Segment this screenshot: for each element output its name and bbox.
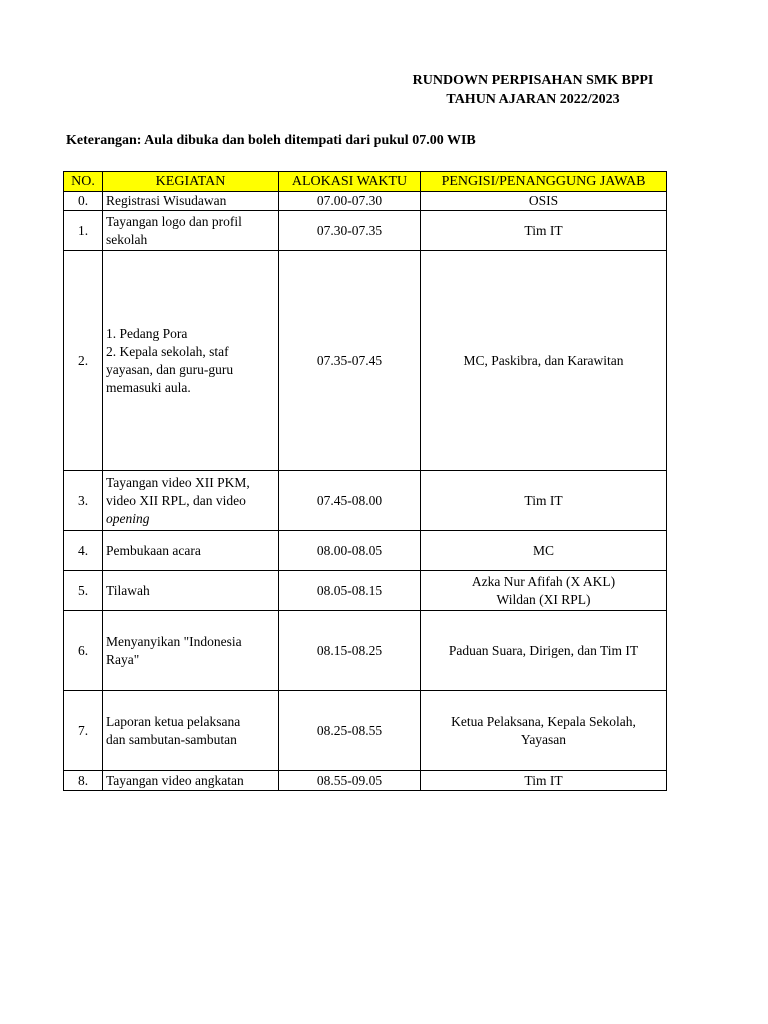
table-row [64, 771, 667, 791]
person-in-charge-cell: Azka Nur Afifah (X AKL) Wildan (XI RPL) [421, 571, 667, 611]
person-in-charge-cell: Tim IT [421, 211, 667, 251]
person-in-charge-cell: MC [421, 531, 667, 571]
table-row [64, 211, 667, 251]
header-no: NO. [64, 172, 103, 192]
venue-note: Keterangan: Aula dibuka dan boleh ditempati dari pukul 07.00 WIB [66, 133, 476, 148]
time-cell: 08.00-08.05 [279, 531, 421, 571]
time-cell: 08.25-08.55 [279, 691, 421, 771]
activity-text: Menyanyikan "Indonesia Raya" [106, 633, 242, 667]
row-number: 8. [64, 771, 103, 791]
activity-cell [103, 611, 279, 691]
activity-cell [103, 771, 279, 791]
activity-cell [103, 571, 279, 611]
header-person-in-charge: PENGISI/PENANGGUNG JAWAB [421, 172, 667, 192]
activity-cell [103, 251, 279, 471]
table-row [64, 251, 667, 471]
time-cell: 07.00-07.30 [279, 192, 421, 211]
row-number: 7. [64, 691, 103, 771]
rundown-table [63, 171, 667, 791]
row-number: 1. [64, 211, 103, 251]
time-cell: 07.35-07.45 [279, 251, 421, 471]
time-cell: 08.05-08.15 [279, 571, 421, 611]
table-row [64, 192, 667, 211]
activity-cell [103, 691, 279, 771]
table-row [64, 611, 667, 691]
activity-text-italic: opening [106, 510, 150, 526]
header-time: ALOKASI WAKTU [279, 172, 421, 192]
table-header-row [64, 172, 667, 192]
activity-text: Tayangan logo dan profil sekolah [106, 213, 242, 247]
activity-text: Tayangan video angkatan [106, 772, 244, 788]
person-in-charge-cell: Ketua Pelaksana, Kepala Sekolah, Yayasan [421, 691, 667, 771]
time-cell: 07.45-08.00 [279, 471, 421, 531]
table-row [64, 571, 667, 611]
row-number: 2. [64, 251, 103, 471]
person-in-charge-cell: Paduan Suara, Dirigen, dan Tim IT [421, 611, 667, 691]
activity-cell [103, 192, 279, 211]
person-in-charge-cell: Tim IT [421, 471, 667, 531]
document-title: RUNDOWN PERPISAHAN SMK BPPI [412, 73, 654, 88]
row-number: 6. [64, 611, 103, 691]
activity-cell [103, 471, 279, 531]
time-cell: 07.30-07.35 [279, 211, 421, 251]
table-row [64, 691, 667, 771]
person-in-charge-cell: Tim IT [421, 771, 667, 791]
time-cell: 08.55-09.05 [279, 771, 421, 791]
activity-text: 1. Pedang Pora 2. Kepala sekolah, staf yayasan, dan guru-guru memasuki aula. [106, 325, 234, 395]
row-number: 3. [64, 471, 103, 531]
activity-text: Laporan ketua pelaksana dan sambutan-sambutan [106, 713, 241, 747]
time-cell: 08.15-08.25 [279, 611, 421, 691]
activity-text: Tilawah [106, 582, 150, 598]
activity-cell [103, 211, 279, 251]
document-subtitle: TAHUN AJARAN 2022/2023 [446, 92, 620, 107]
person-in-charge-cell: MC, Paskibra, dan Karawitan [421, 251, 667, 471]
activity-cell [103, 531, 279, 571]
table-row [64, 471, 667, 531]
activity-text: Tayangan video XII PKM, video XII RPL, dan video [106, 474, 250, 508]
table-row [64, 531, 667, 571]
row-number: 0. [64, 192, 103, 211]
header-activity: KEGIATAN [103, 172, 279, 192]
row-number: 5. [64, 571, 103, 611]
row-number: 4. [64, 531, 103, 571]
activity-text: Pembukaan acara [106, 542, 201, 558]
person-in-charge-cell: OSIS [421, 192, 667, 211]
activity-text: Registrasi Wisudawan [106, 193, 227, 208]
